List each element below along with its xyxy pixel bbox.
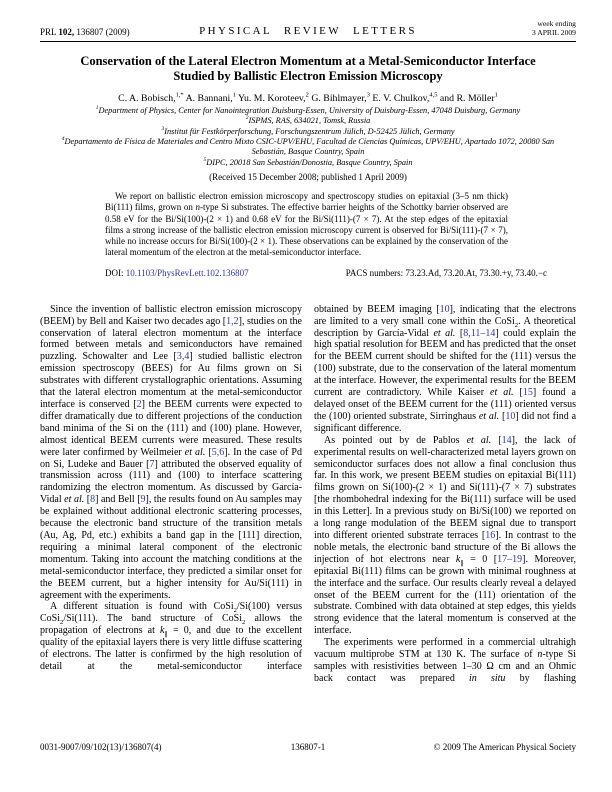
received-dates: (Received 15 December 2008; published 1 April 2009) (209, 171, 407, 182)
superscript: 2 (245, 115, 249, 122)
citation-link[interactable]: 17–19 (497, 553, 523, 565)
body-paragraph: As pointed out by de Pablos et al. [14], the lack of experimental results on well-characterized metal layers grown on semiconductor surfaces does not allow a final conclusion thus far. In this work, we present BEEM studies on epitaxial Bi(111) films grown on Si(100)-(2 × 1) and Si(111)-(7 × 7) substrates [the rhombohedral indexing for the Bi(111) surface will be used in this Letter]. In a previous study on Bi/Si(100) we reported on a long range modulation of the BEEM signal due to transport into different oriented substrate terraces [16]. In contrast to the noble metals, the electronic band structure of the Bi allows the injection of hot electrons near $k_\parallel = 0$ [17–19]. Moreover, epitaxial Bi(111) films can be grown with minimal roughness at the interface and the surface. Our results clearly reveal a delayed onset of the BEEM current for the (111) orientation of the substrate. Combined with data obtained at step edges, this yields strong evidence that the lateral momentum is conserved at the interface. (314, 434, 577, 637)
citation-link[interactable]: 14 (501, 434, 512, 446)
week-ending (446, 20, 576, 37)
article-title-line1: Conservation of the Lateral Electron Momentum at a Metal-Semiconductor Interface (80, 54, 536, 69)
journal-reference (40, 27, 170, 37)
citation-link[interactable]: 3,4 (176, 351, 190, 363)
text-segment: et al. (490, 387, 514, 399)
affiliation: $^2$ISPMS, RAS, 634021, Tomsk, Russia (245, 115, 371, 126)
page-header (40, 20, 576, 42)
left-column (40, 304, 302, 685)
text-segment: et al. (466, 434, 492, 446)
abstract: We report on ballistic electron emission microscopy and spectroscopy studies on epitaxial (3–5 nm thick) Bi(111) films, grown on n-type Si substrates. The effective barrier heights of the Schottky barrier observed are 0.58 eV for the Bi/Si(100)-(2 × 1) and 0.68 eV for the Bi/Si(111)-(7 × 7). At the step edges of the epitaxial films a strong increase of the ballistic electron emission microscopy current is observed for Bi/Si(111)-(7 × 7), while no increase occurs for Bi/Si(100)-(2 × 1). These observations can be explained by the conservation of the lateral momentum of the electron at the metal-semiconductor interface. (105, 190, 509, 258)
text-segment: 2 (233, 607, 237, 615)
citation-link[interactable]: 8 (90, 494, 96, 506)
text-segment: in situ (469, 672, 506, 684)
body-paragraph: obtained by BEEM imaging [10], indicating that the electrons are limited to a very small cone within the CoSi$_2$. A theoretical description by García-Vidal et al. [8,11–14] could explain the high spatial resolution for BEEM and has predicted that the onset for the BEEM current should be shifted for the (111) versus the (100) substrate, due to the conservation of the lateral momentum at the interface. However, the experimental results for the BEEM current are contradictory. While Kaiser et al. [15] found a delayed onset of the BEEM current for the (111) oriented versus the (100) oriented substrate, Sirringhaus et al. [10] did not find a significant difference. (314, 303, 577, 434)
text-segment: k (160, 625, 165, 637)
citation-link[interactable]: 2 (136, 399, 142, 410)
superscript: 3 (366, 91, 370, 99)
citation-link[interactable]: 10 (505, 410, 516, 422)
body-paragraph: A different situation is found with CoSi$_2$/Si(100) versus CoSi$_2$/Si(111). The band structure of CoSi$_2$ allows the propagation of electrons at $k_\parallel = 0$, and due to the excellent quality of the epitaxial layers there is very little diffuse scattering of electrons. The latter is confirmed by the high resolution of detail at the metal-semiconductor interface (40, 601, 303, 672)
text-segment: 2 (241, 619, 246, 627)
text-segment: ∥ (164, 631, 168, 639)
week-ending-date: 3 APRIL 2009 (531, 27, 576, 37)
superscript: 3 (161, 126, 165, 133)
text-segment: 2 (60, 619, 64, 627)
doi-pacs-row (105, 268, 547, 278)
text-segment: et al. (64, 494, 85, 506)
affiliation: $^1$Department of Physics, Center for Nanointegration Duisburg-Essen, University of Duisburg-Essen, 47048 Duisburg, Germany (95, 105, 521, 116)
text-segment: et al. (184, 446, 206, 458)
citation-link[interactable]: 16 (485, 529, 496, 541)
citation-link[interactable]: 5,6 (211, 446, 225, 458)
affiliation-list (40, 106, 576, 168)
text-segment: ∥ (460, 559, 464, 567)
week-ending-label: week ending (537, 19, 576, 28)
affiliation: $^4$Departamento de Física de Materiales and Centro Mixto CSIC-UPV/EHU, Facultad de Ciencias Químicas, UPV/EHU, Apartado 1072, 20080 San Sebastián, Basque Country, Spain (61, 136, 555, 157)
issn-code: 0031-9007/09/102(13)/136807(4) (40, 742, 162, 752)
text-segment: et al. (433, 327, 456, 339)
page-number: 136807-1 (290, 742, 326, 752)
page-content (40, 0, 576, 685)
superscript: 4,5 (429, 91, 438, 99)
superscript: 1 (232, 91, 236, 99)
journal-masthead: PHYSICAL REVIEW LETTERS (199, 25, 417, 38)
superscript: 2 (305, 91, 309, 99)
citation-link[interactable]: 1,2 (226, 315, 239, 327)
right-column (314, 304, 576, 685)
text-segment: n (537, 649, 543, 661)
citation-link[interactable]: 8,11–14 (463, 327, 496, 339)
journal-issue: 136807 (2009) (76, 27, 130, 38)
doi (105, 268, 249, 278)
body-paragraph: The experiments were performed in a commercial ultrahigh vacuum multiprobe STM at 130 K. The surface of n-type Si samples with resistivities between 1–30 Ω cm and an Ohmic back contact was prepared in situ by flashing (314, 637, 577, 684)
citation-link[interactable]: 15 (522, 387, 533, 399)
affiliation: $^3$Institut für Festkörperforschung, Forschungszentrum Jülich, D-52425 Jülich, Germany (161, 126, 455, 136)
pacs-numbers: PACS numbers: 73.23.Ad, 73.20.At, 73.30.+y, 73.40.−c (345, 267, 547, 278)
citation-link[interactable]: 10 (439, 303, 450, 315)
superscript: 1 (95, 105, 99, 112)
page-footer (40, 742, 576, 752)
superscript: 1 (494, 91, 498, 99)
journal-abbr: PRL (40, 27, 57, 38)
citation-link[interactable]: 7 (149, 458, 155, 470)
text-segment: et al. (478, 410, 500, 422)
text-segment: k (455, 553, 461, 565)
doi-link[interactable]: 10.1103/PhysRevLett.102.136807 (125, 267, 249, 278)
body-columns (40, 304, 576, 685)
body-paragraph: Since the invention of ballistic electron emission microscopy (BEEM) by Bell and Kaiser two decades ago [1,2], studies on the conservation of lateral electron momentum at the interface formed between metals and semiconductors have remained puzzling. Schowalter and Lee [3,4] studied ballistic electron emission spectroscopy (BEES) for Au films grown on Si substrates with different crystallographic orientations. Assuming that the lateral electron momentum at the metal-semiconductor interface is conserved [2] the BEEM currents were expected to differ dramatically due to different projections of the conduction band minima of the Si on the (111) and (100) plane. However, almost identical BEEM currents were measured. These results were later confirmed by Weilmeier et al. [5,6]. In the case of Pd on Si, Ludeke and Bauer [7] attributed the observed equality of transmission across (111) and (100) to interface scattering randomizing the electron momentum. As discussed by García-Vidal et al. [8] and Bell [9], the results found on Au samples may be explained without additional electronic scattering processes, because the electronic band structure of the transition metals (Au, Ag, Pd, etc.) exhibits a band gap in the [111] direction, requiring a minimal lateral component of the electronic momentum. Taking into account the matching conditions at the metal-semiconductor interface, they predicted a similar onset for the BEEM current, but a higher intensity for Au/Si(111) in agreement with the experiments. (40, 303, 302, 601)
text-segment: 2 (514, 321, 519, 329)
superscript: 5 (203, 156, 207, 163)
superscript: 4 (61, 136, 65, 143)
article-title-line2: Studied by Ballistic Electron Emission Microscopy (173, 69, 443, 84)
author-list: C. A. Bobisch,$^{1,*}$ A. Bannani,$^1$ Yu. M. Koroteev,$^2$ G. Bihlmayer,$^3$ E. V. Chulkov,$^{4,5}$ and R. Möller$^1$ (118, 91, 498, 105)
article-title (40, 54, 576, 84)
doi-label: DOI: (105, 267, 124, 278)
text-segment: n (195, 202, 200, 213)
journal-volume: 102, (58, 27, 75, 38)
superscript: 1,* (175, 91, 184, 99)
copyright-notice: © 2009 The American Physical Society (433, 742, 577, 752)
affiliation: $^5$DIPC, 20018 San Sebastián/Donostia, Basque Country, Spain (203, 156, 413, 167)
citation-link[interactable]: 9 (140, 494, 146, 506)
